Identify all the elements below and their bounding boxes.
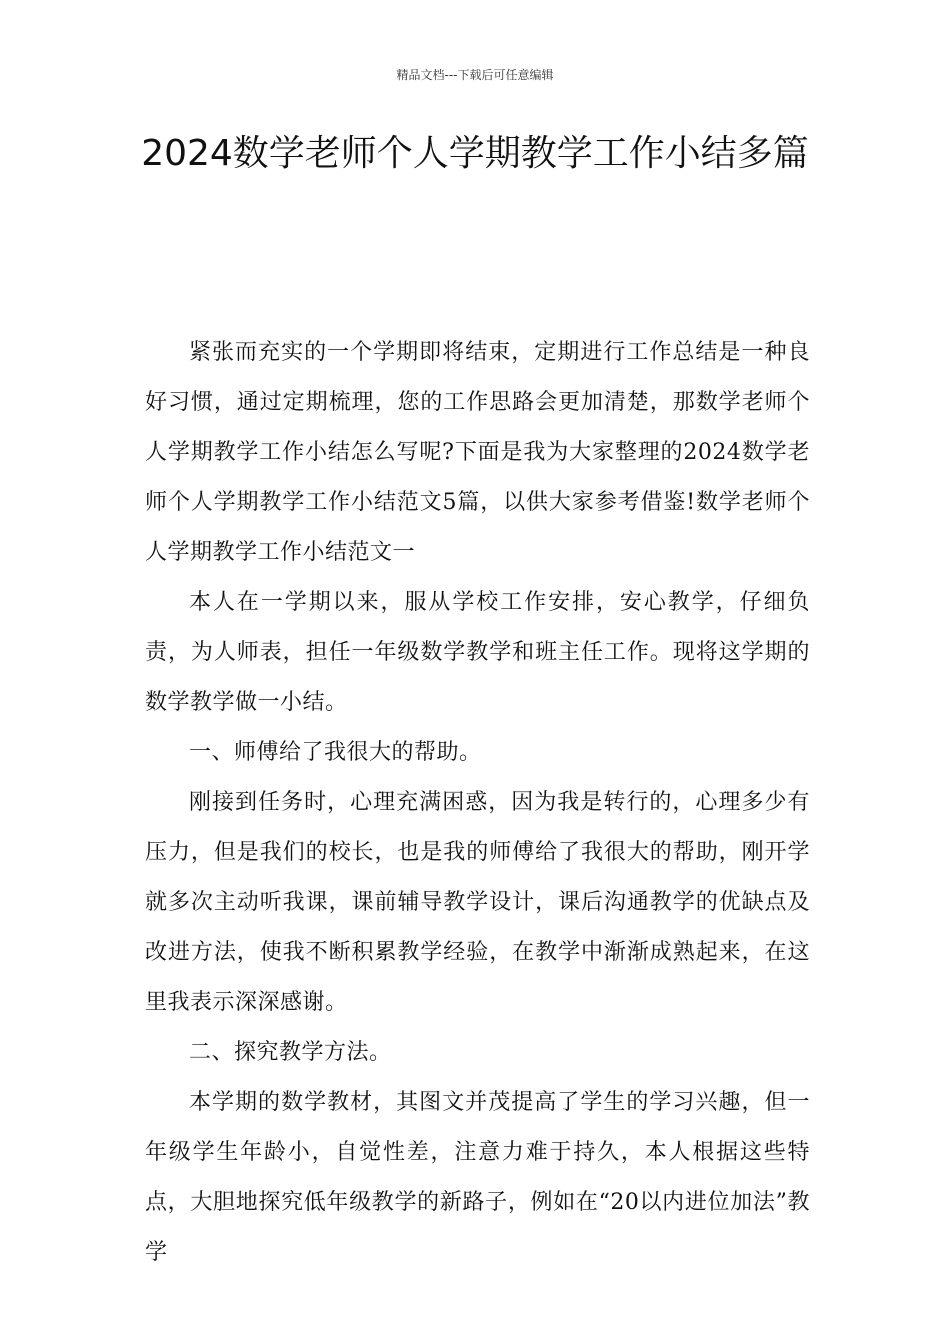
document-body [145, 328, 810, 1278]
paragraph-methods: 本学期的数学教材，其图文并茂提高了学生的学习兴趣，但一年级学生年龄小，自觉性差，注意力难于持久，本人根据这些特点，大胆地探究低年级教学的新路子，例如在“20以内进位加法”教学 [145, 1090, 810, 1265]
document-title: 2024数学老师个人学期教学工作小结多篇 [141, 133, 809, 174]
paragraph-overview: 本人在一学期以来，服从学校工作安排，安心教学，仔细负责，为人师表，担任一年级数学教学和班主任工作。现将这学期的数学教学做一小结。 [145, 590, 810, 715]
paragraph-mentor: 刚接到任务时，心理充满困惑，因为我是转行的，心理多少有压力，但是我们的校长，也是我的师傅给了我很大的帮助，刚开学就多次主动听我课，课前辅导教学设计，课后沟通教学的优缺点及改进方法，使我不断积累教学经验，在教学中渐渐成熟起来，在这里我表示深深感谢。 [145, 790, 810, 1015]
section-heading-methods: 二、探究教学方法。 [189, 1040, 392, 1065]
section-heading-mentor: 一、师傅给了我很大的帮助。 [189, 740, 482, 765]
paragraph-intro: 紧张而充实的一个学期即将结束，定期进行工作总结是一种良好习惯，通过定期梳理，您的工作思路会更加清楚，那数学老师个人学期教学工作小结怎么写呢?下面是我为大家整理的2024数学老师个人学期教学工作小结范文5篇，以供大家参考借鉴!数学老师个人学期教学工作小结范文一 [145, 340, 810, 565]
header-note: 精品文档---下载后可任意编辑 [396, 68, 554, 82]
